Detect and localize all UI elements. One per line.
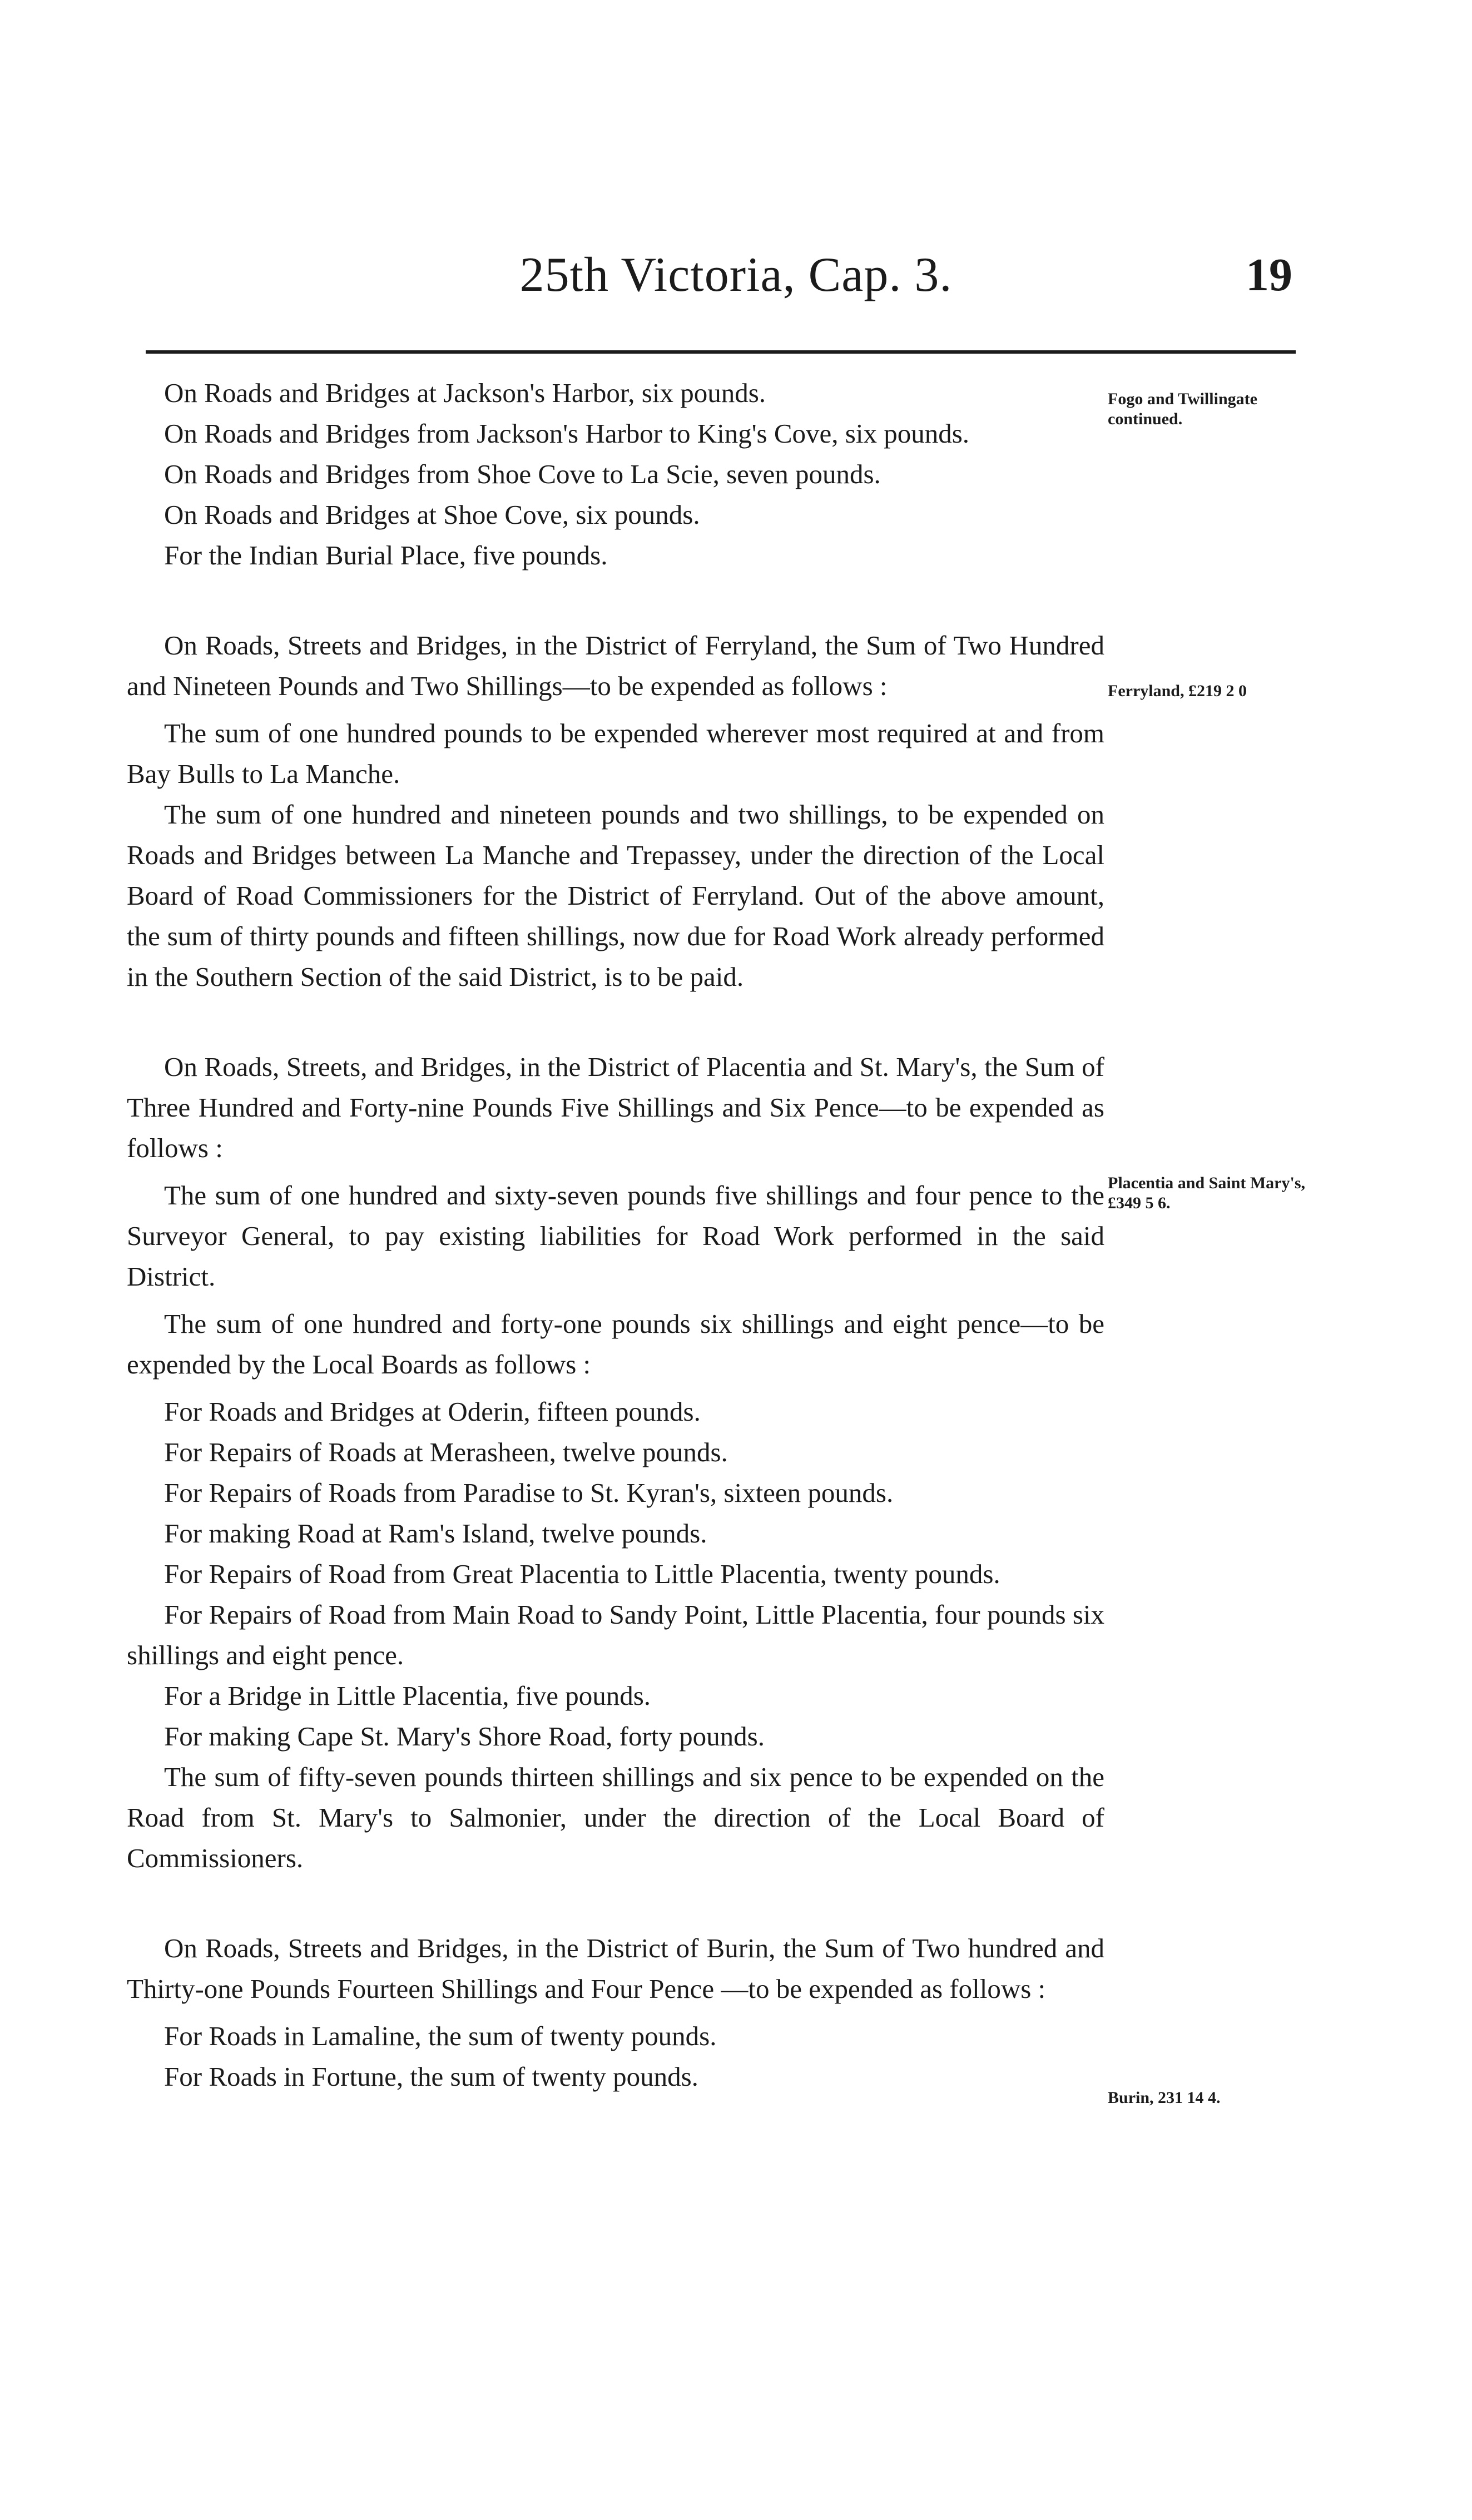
paragraph: The sum of one hundred and sixty-seven pounds five shillings and four pence to the Surveyor General, to pay existing liabilities for Road Work performed in the said District. xyxy=(127,1180,1104,1292)
margin-note-ferryland: Ferryland, £219 2 0 xyxy=(1108,682,1247,700)
paragraph: For making Road at Ram's Island, twelve pounds. xyxy=(164,1518,707,1549)
paragraph: For Roads and Bridges at Oderin, fifteen pounds. xyxy=(164,1396,701,1427)
section-spacer xyxy=(127,997,1104,1046)
paragraph: For Repairs of Roads at Merasheen, twelve pounds. xyxy=(164,1437,728,1467)
paragraph: For making Cape St. Mary's Shore Road, forty pounds. xyxy=(164,1721,765,1752)
paragraph: The sum of one hundred and forty-one pounds six shillings and eight pence—to be expended by the Local Boards as follows : xyxy=(127,1308,1104,1380)
section-spacer xyxy=(127,576,1104,625)
paragraph: For Roads in Fortune, the sum of twenty pounds. xyxy=(164,2061,698,2092)
paragraph: On Roads and Bridges from Jackson's Harbor to King's Cove, six pounds. xyxy=(164,418,970,449)
paragraph: The sum of one hundred and nineteen pounds and two shillings, to be expended on Roads and Bridges between La Manche and Trepassey, under the direction of the Local Board of Road Commissioners for the District of Ferryland. Out of the above amount, the sum of thirty pounds and fifteen shillings, now due for Road Work already performed in the Southern Section of the said District, is to be paid. xyxy=(127,799,1104,992)
paragraph: For Repairs of Road from Main Road to Sandy Point, Little Placentia, four pounds six shillings and eight pence. xyxy=(127,1599,1104,1670)
paragraph: On Roads, Streets and Bridges, in the District of Ferryland, the Sum of Two Hundred and Nineteen Pounds and Two Shillings—to be expended as follows : xyxy=(127,630,1104,701)
paragraph: For Repairs of Road from Great Placentia to Little Placentia, twenty pounds. xyxy=(164,1559,1000,1589)
paragraph: On Roads and Bridges at Jackson's Harbor, six pounds. xyxy=(164,378,766,408)
paragraph: For Repairs of Roads from Paradise to St. Kyran's, sixteen pounds. xyxy=(164,1477,894,1508)
section-ferryland xyxy=(127,625,1104,997)
section-fogo-twillingate xyxy=(127,373,1104,576)
body-text xyxy=(127,373,1104,2097)
paragraph: On Roads and Bridges from Shoe Cove to La Scie, seven pounds. xyxy=(164,459,881,489)
header-rule xyxy=(146,350,1296,354)
paragraph: The sum of fifty-seven pounds thirteen shillings and six pence to be expended on the Road from St. Mary's to Salmonier, under the direction of the Local Board of Commissioners. xyxy=(127,1762,1104,1873)
margin-note-fogo: Fogo and Twillingate continued. xyxy=(1108,390,1257,428)
paragraph: For a Bridge in Little Placentia, five pounds. xyxy=(164,1680,651,1711)
margin-note-placentia: Placentia and Saint Mary's, £349 5 6. xyxy=(1108,1174,1306,1212)
paragraph: On Roads and Bridges at Shoe Cove, six pounds. xyxy=(164,499,700,530)
page-number: 19 xyxy=(1246,249,1292,301)
paragraph: The sum of one hundred pounds to be expended wherever most required at and from Bay Bulls to La Manche. xyxy=(127,718,1104,789)
paragraph: On Roads, Streets and Bridges, in the District of Burin, the Sum of Two hundred and Thirty-one Pounds Fourteen Shillings and Four Pence —to be expended as follows : xyxy=(127,1933,1104,2004)
page-header-title: 25th Victoria, Cap. 3. xyxy=(519,248,953,302)
section-spacer xyxy=(127,1878,1104,1928)
paragraph: On Roads, Streets, and Bridges, in the District of Placentia and St. Mary's, the Sum of Three Hundred and Forty-nine Pounds Five Shillings and Six Pence—to be expended as follows : xyxy=(127,1051,1104,1163)
paragraph: For the Indian Burial Place, five pounds. xyxy=(164,540,608,571)
paragraph: For Roads in Lamaline, the sum of twenty pounds. xyxy=(164,2021,717,2051)
margin-note-burin: Burin, 231 14 4. xyxy=(1108,2089,1221,2107)
section-burin xyxy=(127,1928,1104,2097)
section-placentia xyxy=(127,1046,1104,1878)
